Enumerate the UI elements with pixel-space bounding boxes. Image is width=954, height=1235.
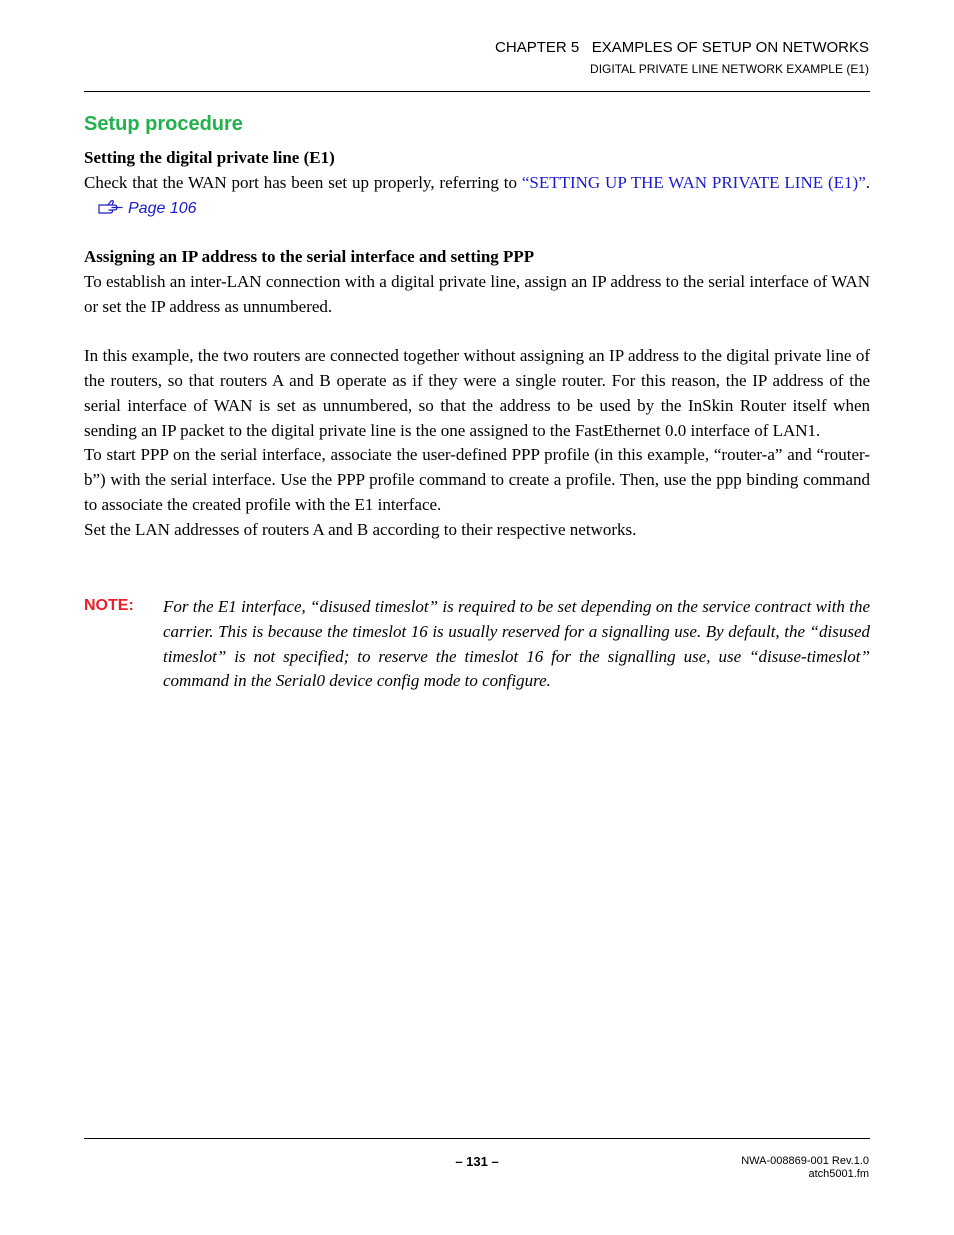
digital-line-paragraph — [84, 171, 870, 222]
note-body — [163, 595, 870, 694]
page-106-link[interactable]: Page 106 — [128, 199, 197, 217]
ip-ppp-paragraph-2: In this example, the two routers are connected together without assigning an IP address to the digital private line of the routers, so that routers A and B operate as if they were a single router. For this reason, the IP address of the serial interface of WAN is set as unnumbered, so that the address to be used by the InSkin Router itself when sending an IP packet to the digital private line is the one assigned to the FastEthernet 0.0 interface of LAN1. — [84, 346, 870, 440]
ip-ppp-paragraph-3: To start PPP on the serial interface, associate the user-defined PPP profile (in this example, “router-a” and “router-b”) with the serial interface. Use the PPP profile command to create a profile. Then, use the ppp binding command to associate the created profile with the E1 interface. — [84, 445, 870, 514]
wan-check-text: Check that the WAN port has been set up properly, referring to — [84, 172, 522, 192]
ip-ppp-heading: Assigning an IP address to the serial interface and setting PPP — [84, 247, 535, 266]
document-revision: NWA-008869-001 Rev.1.0 — [741, 1155, 869, 1167]
setup-procedure-title: Setup procedure — [84, 113, 243, 135]
ip-ppp-section — [84, 245, 870, 543]
digital-line-section — [84, 146, 870, 221]
header-divider — [84, 91, 870, 92]
note-label: NOTE: — [84, 597, 134, 614]
page-number: – 131 – — [455, 1154, 499, 1169]
document-id — [741, 1155, 869, 1181]
ip-ppp-paragraph-1: To establish an inter-LAN connection with a digital private line, assign an IP address to the serial interface of WAN or set the IP address as unnumbered. — [84, 271, 870, 316]
chapter-header: CHAPTER 5 EXAMPLES OF SETUP ON NETWORKS — [495, 39, 869, 56]
pointing-hand-icon — [98, 199, 124, 215]
section-header: DIGITAL PRIVATE LINE NETWORK EXAMPLE (E1) — [590, 62, 869, 76]
source-file-name: atch5001.fm — [808, 1168, 869, 1180]
sentence-end: . — [865, 172, 870, 192]
note-text: For the E1 interface, “disused timeslot” is required to be set depending on the service contract with the carrier. This is because the timeslot 16 is usually reserved for a signalling use. By default, the “disused timeslot” is not specified; to reserve the timeslot 16 for the signalling use, use “disuse-timeslot” command in the Serial0 device config mode to configure. — [163, 597, 870, 691]
footer-divider — [84, 1138, 870, 1139]
digital-line-heading: Setting the digital private line (E1) — [84, 148, 335, 167]
wan-private-line-link[interactable]: “SETTING UP THE WAN PRIVATE LINE (E1)” — [521, 172, 866, 192]
ip-ppp-paragraph-4: Set the LAN addresses of routers A and B according to their respective networks. — [84, 519, 637, 539]
